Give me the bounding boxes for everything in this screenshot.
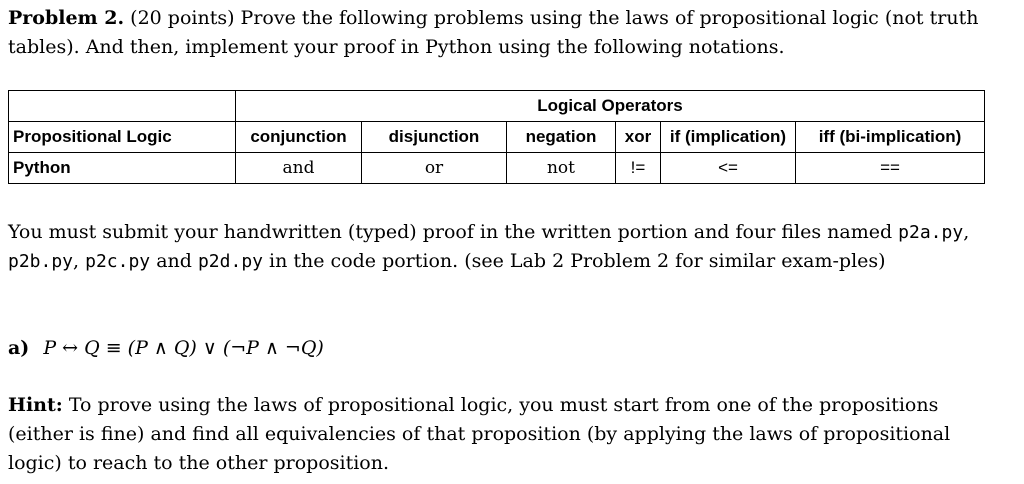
problem-text: (20 points) Prove the following problems using the laws of propositional logic (not truth tables). And then, implement your proof in Python using the following notations. [8,7,979,58]
column-header-conjunction: conjunction [236,122,362,153]
hint-paragraph [8,391,992,478]
problem-label: Problem 2. [8,7,125,29]
column-header-disjunction: disjunction [362,122,507,153]
separator: , [963,221,970,243]
python-xor: != [616,153,661,184]
filename-p2c: p2c.py [85,251,151,272]
separator: , [73,250,86,272]
column-header-xor: xor [616,122,661,153]
column-header-negation: negation [507,122,616,153]
problem-statement [8,4,992,62]
filename-p2a: p2a.py [898,222,964,243]
python-conjunction: and [236,153,362,184]
hint-text: To prove using the laws of propositional logic, you must start from one of the propositions (either is fine) and find all equivalencies of that proposition (by applying the laws of propositional logic) to reach to the other proposition. [8,394,951,474]
submit-text-end: in the code portion. (see Lab 2 Problem 2 for similar exam-ples) [263,250,886,272]
row-label-python: Python [9,153,236,184]
part-a-formula: P ↔ Q ≡ (P ∧ Q) ∨ (¬P ∧ ¬Q) [43,337,324,359]
submit-text-start: You must submit your handwritten (typed) proof in the written portion and four files named [8,221,899,243]
hint-label: Hint: [8,394,63,416]
part-a [8,334,992,363]
submission-instructions [8,218,992,276]
python-bi-implication: == [796,153,985,184]
table-header-row [9,91,985,122]
logical-operators-header: Logical Operators [236,91,985,122]
column-header-implication: if (implication) [661,122,796,153]
row-label-propositional-logic: Propositional Logic [9,122,236,153]
python-negation: not [507,153,616,184]
filename-p2b: p2b.py [8,251,74,272]
separator: and [150,250,198,272]
table-row-python [9,153,985,184]
table-corner-cell [9,91,236,122]
part-a-label: a) [8,337,30,359]
logical-operators-table [8,90,985,184]
python-implication: <= [661,153,796,184]
column-header-bi-implication: iff (bi-implication) [796,122,985,153]
filename-p2d: p2d.py [197,251,263,272]
python-disjunction: or [362,153,507,184]
table-row-propositional-logic [9,122,985,153]
